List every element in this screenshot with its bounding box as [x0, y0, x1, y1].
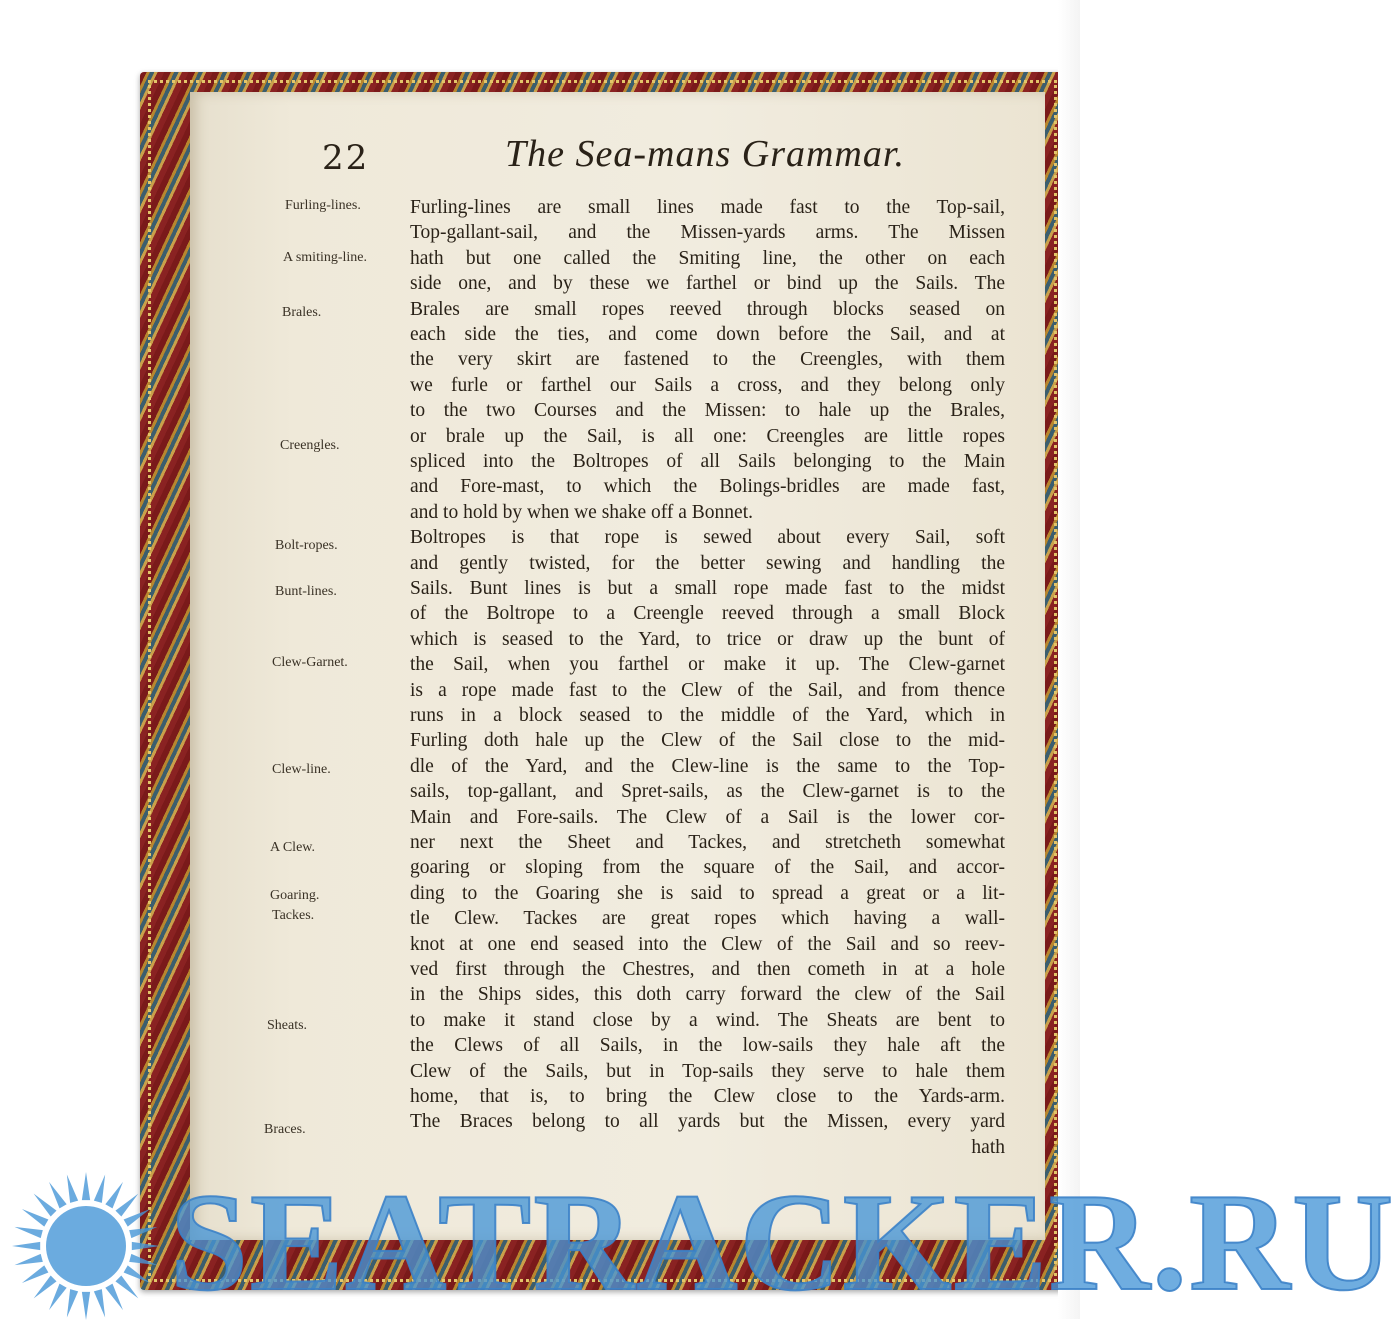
- body-line: runs in a block seased to the middle of the Yard, which in: [410, 705, 1005, 726]
- body-line: in the Ships sides, this doth carry forward the clew of the Sail: [410, 984, 1005, 1006]
- margin-note: Braces.: [264, 1122, 306, 1137]
- sun-ray: [12, 1242, 40, 1250]
- margin-note: A smiting-line.: [283, 250, 367, 265]
- sun-ray: [67, 1289, 78, 1317]
- body-line: the very skirt are fastened to the Creengles, with them: [410, 349, 1005, 371]
- sun-ray: [105, 1182, 123, 1208]
- body-line: dle of the Yard, and the Clew-line is the same to the Top-: [410, 755, 1005, 777]
- sun-ray: [22, 1209, 48, 1227]
- body-line: Brales are small ropes reeved through blocks seased on: [410, 298, 1005, 320]
- watermark-text: SEATRACKER.RU: [170, 1165, 1395, 1320]
- body-line: which is seased to the Yard, to trice or draw up the bunt of: [410, 628, 1005, 650]
- body-line: side one, and by these we farthel or bind up the Sails. The: [410, 273, 1005, 295]
- body-line: hath: [971, 1136, 1005, 1158]
- sun-ray: [34, 1275, 57, 1298]
- sun-ray: [49, 1284, 67, 1310]
- page-edge: [1058, 0, 1080, 1319]
- sun-ray: [124, 1209, 150, 1227]
- body-line: Furling doth hale up the Clew of the Sail close to the mid-: [410, 730, 1005, 752]
- body-line: Boltropes is that rope is sewed about every Sail, soft: [410, 527, 1005, 549]
- body-line: Sails. Bunt lines is but a small rope made fast to the midst: [410, 578, 1005, 599]
- running-title: The Sea-mans Grammar.: [505, 133, 905, 175]
- body-line: to make it stand close by a wind. The Sheats are bent to: [410, 1009, 1005, 1031]
- margin-note: A Clew.: [270, 840, 315, 855]
- body-line: each side the ties, and come down before the Sail, and at: [410, 324, 1005, 345]
- sun-ray: [15, 1227, 43, 1238]
- body-line: ved first through the Chestres, and then cometh in at a hole: [410, 959, 1005, 980]
- body-line: and gently twisted, for the better sewing and handling the: [410, 552, 1005, 574]
- sun-ray: [34, 1194, 57, 1217]
- sun-ray: [129, 1254, 157, 1265]
- body-line: or brale up the Sail, is all one: Creengles are little ropes: [410, 425, 1005, 447]
- body-line: the Clews of all Sails, in the low-sails they hale aft the: [410, 1035, 1005, 1057]
- page-number: 22: [322, 138, 370, 178]
- sun-logo-icon: [6, 1166, 166, 1326]
- sun-ray: [49, 1182, 67, 1208]
- sun-ray: [22, 1265, 48, 1283]
- sun-ray: [129, 1227, 157, 1238]
- body-line: tle Clew. Tackes are great ropes which having a wall-: [410, 908, 1005, 930]
- body-line: Top-gallant-sail, and the Missen-yards arms. The Missen: [410, 222, 1005, 244]
- body-line: we furle or farthel our Sails a cross, and they belong only: [410, 374, 1005, 396]
- sun-ray: [67, 1175, 78, 1203]
- margin-note: Furling-lines.: [285, 198, 361, 213]
- margin-note: Bolt-ropes.: [275, 538, 338, 553]
- sun-ray: [82, 1292, 90, 1320]
- body-line: to the two Courses and the Missen: to hale up the Brales,: [410, 400, 1005, 422]
- margin-note: Clew-Garnet.: [272, 655, 348, 670]
- body-line: Main and Fore-sails. The Clew of a Sail is the lower cor-: [410, 806, 1005, 828]
- body-line: and to hold by when we shake off a Bonnet.: [410, 501, 753, 523]
- sun-ray: [105, 1284, 123, 1310]
- body-line: home, that is, to bring the Clew close to the Yards-arm.: [410, 1086, 1005, 1107]
- sun-ray: [94, 1175, 105, 1203]
- margin-note: Tackes.: [272, 908, 315, 923]
- body-line: is a rope made fast to the Clew of the Sail, and from thence: [410, 679, 1005, 701]
- body-line: The Braces belong to all yards but the Missen, every yard: [410, 1111, 1005, 1133]
- body-line: sails, top-gallant, and Spret-sails, as the Clew-garnet is to the: [410, 781, 1005, 803]
- body-line: goaring or sloping from the square of the Sail, and accor-: [410, 857, 1005, 879]
- body-line: spliced into the Boltropes of all Sails belonging to the Main: [410, 451, 1005, 472]
- body-line: and Fore-mast, to which the Bolings-bridles are made fast,: [410, 476, 1005, 498]
- body-line: of the Boltrope to a Creengle reeved through a small Block: [410, 603, 1005, 625]
- sun-ray: [132, 1242, 160, 1250]
- margin-note: Sheats.: [267, 1018, 308, 1033]
- body-line: Furling-lines are small lines made fast to the Top-sail,: [410, 197, 1005, 218]
- body-line: ner next the Sheet and Tackes, and stretcheth somewhat: [410, 832, 1005, 853]
- margin-note: Bunt-lines.: [275, 584, 337, 599]
- margin-note: Goaring.: [270, 888, 320, 903]
- margin-note: Clew-line.: [272, 762, 331, 777]
- sun-ray: [82, 1172, 90, 1200]
- body-line: knot at one end seased into the Clew of the Sail and so reev-: [410, 933, 1005, 955]
- margin-note: Creengles.: [280, 438, 340, 453]
- margin-note: Brales.: [282, 305, 322, 320]
- body-line: the Sail, when you farthel or make it up. The Clew-garnet: [410, 654, 1005, 676]
- sun-ray: [115, 1275, 138, 1298]
- body-line: ding to the Goaring she is said to spread a great or a lit-: [410, 882, 1005, 904]
- sun-ray: [115, 1194, 138, 1217]
- sun-ray: [94, 1289, 105, 1317]
- sun-ray: [124, 1265, 150, 1283]
- body-line: Clew of the Sails, but in Top-sails they serve to hale them: [410, 1060, 1005, 1082]
- sun-ray: [15, 1254, 43, 1265]
- body-line: hath but one called the Smiting line, the other on each: [410, 247, 1005, 269]
